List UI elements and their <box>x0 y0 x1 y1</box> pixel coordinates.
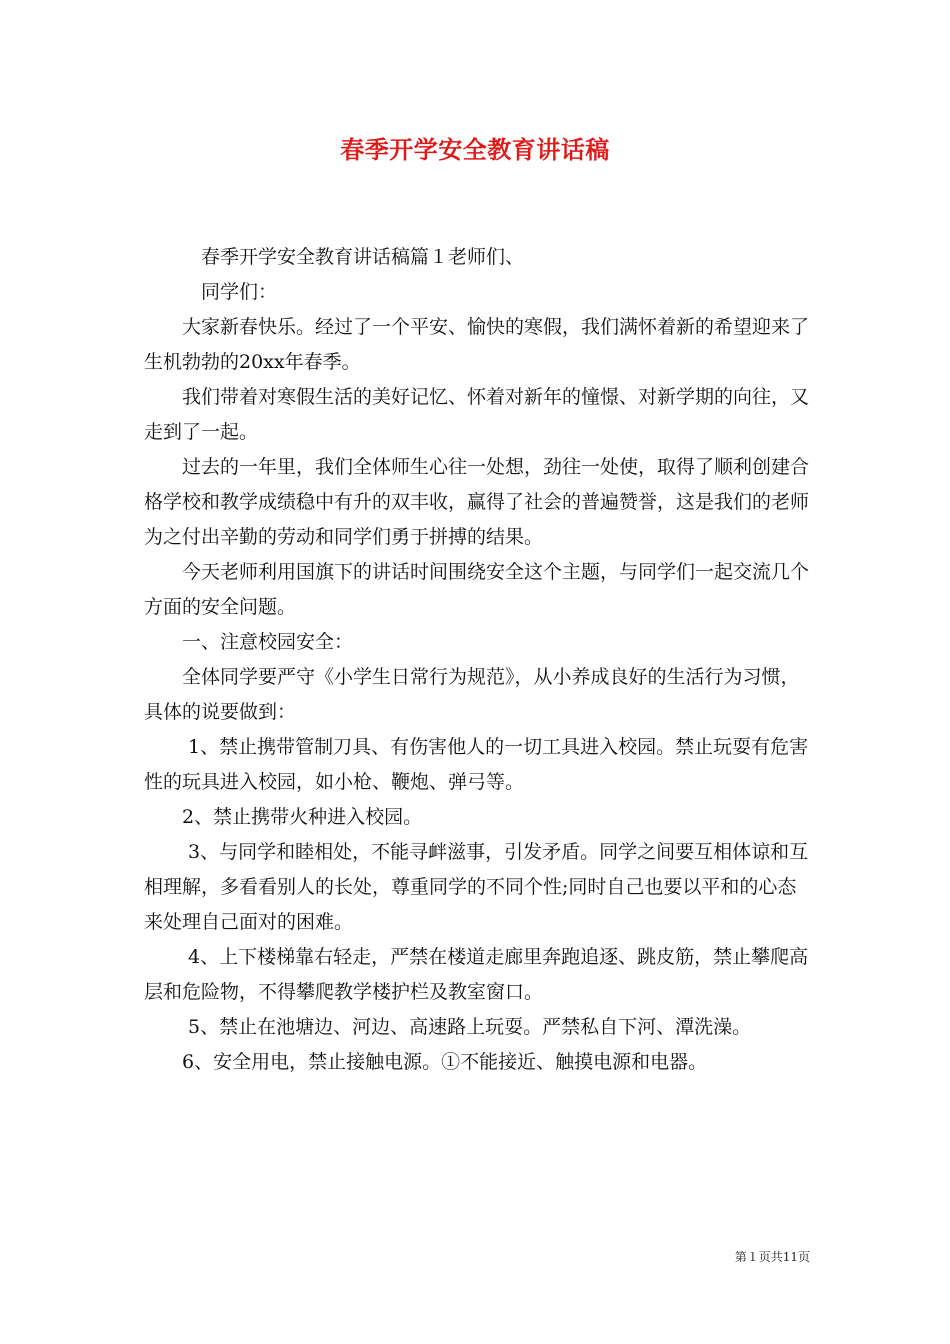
list-item: 6、安全用电，禁止接触电源。①不能接近、触摸电源和电器。 <box>182 1051 708 1073</box>
paragraph: 全体同学要严守《小学生日常行为规范》，从小养成良好的生活行为习惯，具体的说要做到： <box>144 666 800 723</box>
list-item: 3、与同学和睦相处，不能寻衅滋事，引发矛盾。同学之间要互相体谅和互相理解，多看看别人的长处，尊重同学的不同个性;同时自己也要以平和的心态来处理自己面对的困难。 <box>144 841 809 933</box>
list-item: 4、上下楼梯靠右轻走，严禁在楼道走廊里奔跑追逐、跳皮筋，禁止攀爬高层和危险物，不得攀爬教学楼护栏及教室窗口。 <box>144 946 809 1003</box>
list-item: 2、禁止携带火种进入校园。 <box>182 806 423 828</box>
page-number: 第１页共11页 <box>734 1250 810 1264</box>
paragraph: 今天老师利用国旗下的讲话时间围绕安全这个主题，与同学们一起交流几个方面的安全问题。 <box>144 561 810 618</box>
section-heading: 一、注意校园安全： <box>182 631 354 653</box>
document-body <box>144 240 812 1080</box>
paragraph-greeting: 同学们： <box>201 281 278 303</box>
paragraph: 我们带着对寒假生活的美好记忆、怀着对新年的憧憬、对新学期的向往，又走到了一起。 <box>144 386 810 443</box>
list-item: 1、禁止携带管制刀具、有伤害他人的一切工具进入校园。禁止玩耍有危害性的玩具进入校园，如小枪、鞭炮、弹弓等。 <box>144 736 809 793</box>
paragraph: 大家新春快乐。经过了一个平安、愉快的寒假，我们满怀着新的希望迎来了生机勃勃的20xx年春季。 <box>144 316 810 373</box>
paragraph: 过去的一年里，我们全体师生心往一处想，劲往一处使，取得了顺利创建合格学校和教学成绩稳中有升的双丰收，赢得了社会的普遍赞誉，这是我们的老师为之付出辛勤的劳动和同学们勇于拼搏的结果。 <box>144 456 810 548</box>
list-item: 5、禁止在池塘边、河边、高速路上玩耍。严禁私自下河、潭洗澡。 <box>182 1016 752 1038</box>
paragraph-opening: 春季开学安全教育讲话稿篇１老师们、 <box>201 246 525 268</box>
document-title: 春季开学安全教育讲话稿 <box>340 135 610 164</box>
